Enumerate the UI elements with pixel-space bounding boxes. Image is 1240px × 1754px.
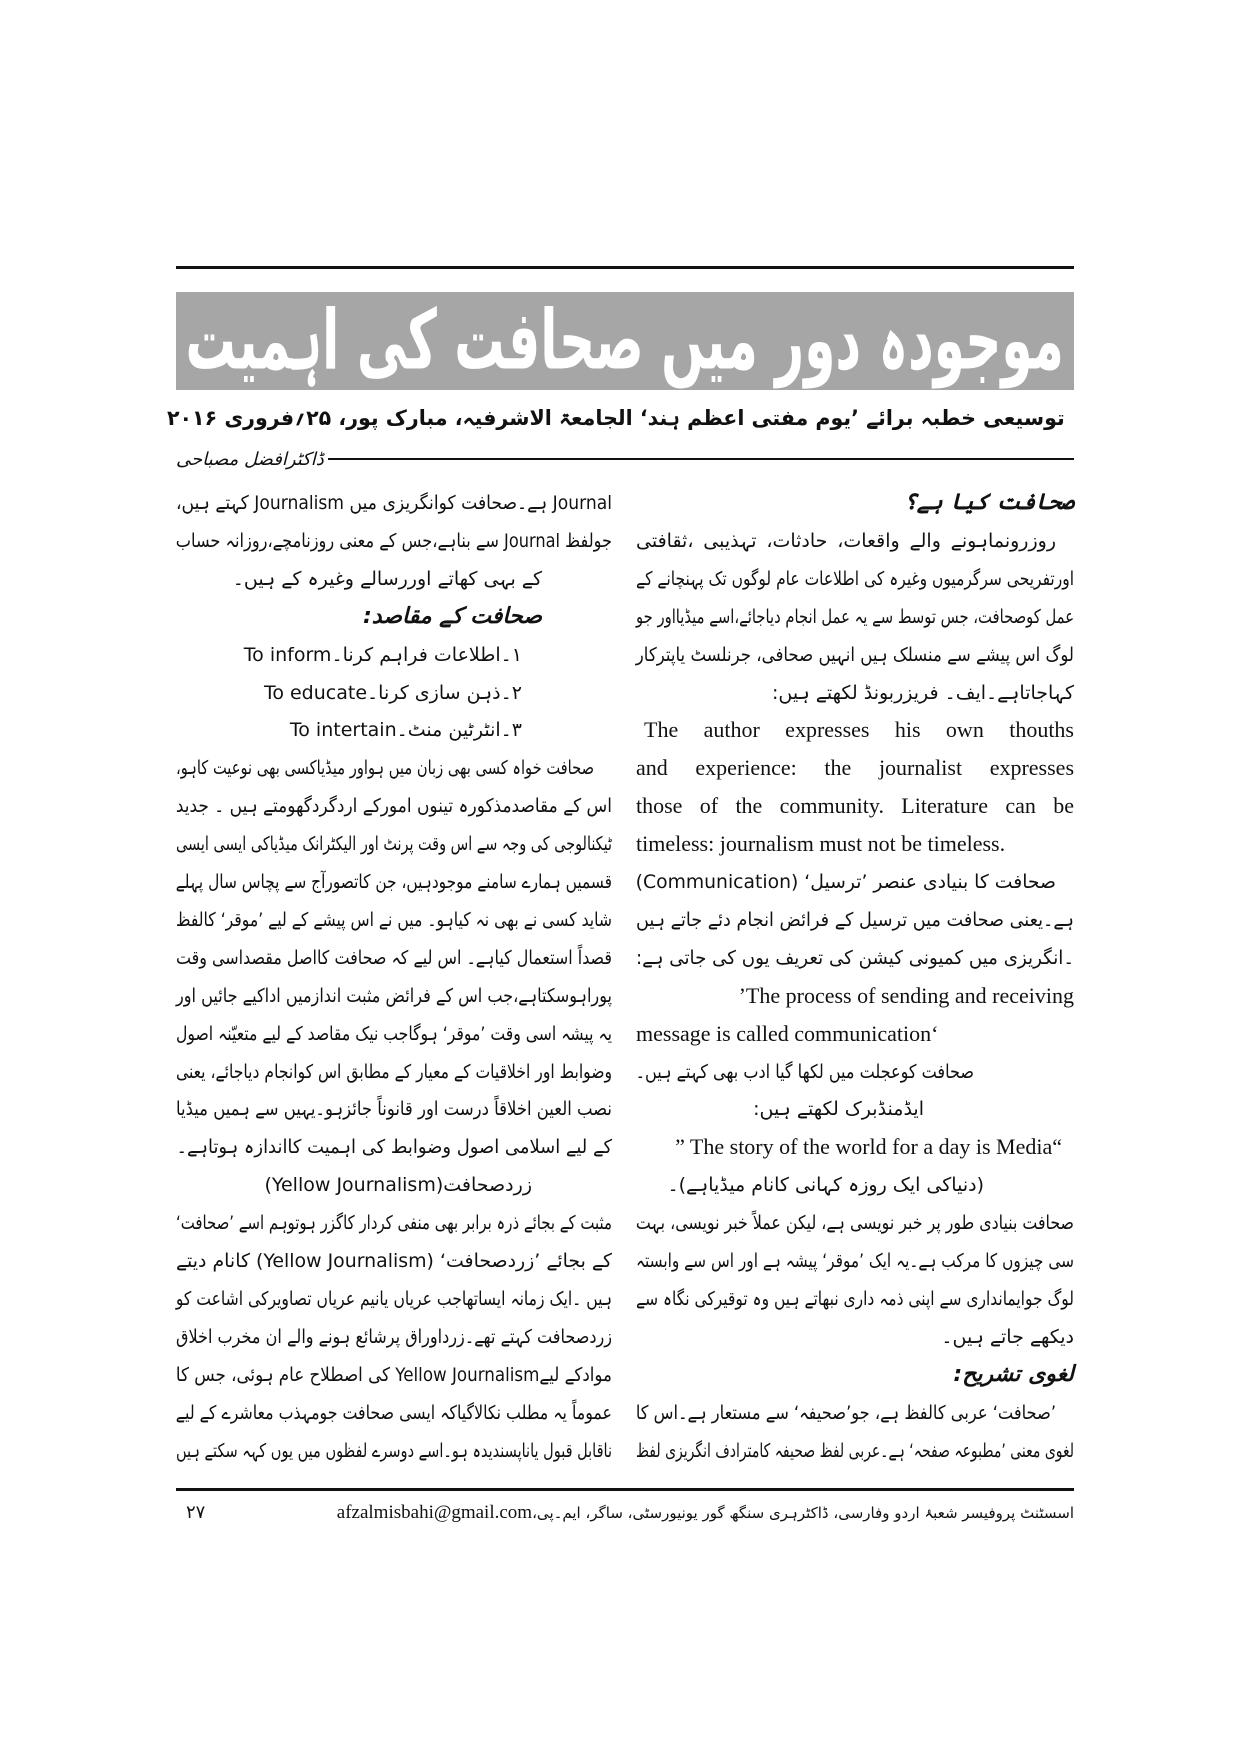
- text-line: اورتفریحی سرگرمیوں وغیرہ کی اطلاعات عام لوگوں تک پہنچانے کے: [636, 567, 1074, 590]
- text-line: ایڈمنڈبرک لکھتے ہیں:: [753, 1098, 924, 1121]
- text-line: لوگ جوایمانداری سے اپنی ذمہ داری نبھاتے ہیں وہ توقیرکی نگاہ سے: [636, 1287, 1074, 1310]
- text-line: زردصحافت کہتے تھے۔زرداوراق پرشائع ہونے والے ان مخرب اخلاق: [176, 1325, 612, 1348]
- text-line: ناقابل قبول یاناپسندیدہ ہو۔اسے دوسرے لفظوں میں یوں کہہ سکتے ہیں: [176, 1439, 612, 1462]
- text-line: کے بجائے ’زردصحافت‘ (Yellow Journalism) کانام دیتے: [175, 1250, 612, 1272]
- author-name: ڈاکٹرافضل مصباحی: [176, 449, 324, 470]
- section-heading: صحافت کے مقاصد:: [362, 603, 542, 629]
- text-line: لغوی معنی ’مطبوعہ صفحہ‘ ہے۔عربی لفظ صحیفہ کامترادف انگریزی لفظ: [636, 1439, 1074, 1462]
- text-line: ۔انگریزی میں کمیونی کیشن کی تعریف یوں کی جاتی ہے:: [636, 946, 1074, 969]
- text-line: دیکھے جاتے ہیں۔: [941, 1325, 1074, 1348]
- page-footer: [176, 1496, 1074, 1530]
- section-heading: صحافت کیا ہے؟: [903, 490, 1074, 515]
- text-line: روزرونماہونے والے واقعات، حادثات، تہذیبی ،ثقافتی: [636, 529, 1056, 552]
- article-subtitle: توسیعی خطبہ برائے ’یوم مفتی اعظم ہند‘ الجامعۃ الاشرفیہ، مبارک پور، ۲۵؍فروری ۲۰۱۶: [166, 406, 1065, 430]
- text-line: جولفظ Journal سے بناہے،جس کے معنی روزنامچے،روزانہ حساب: [175, 529, 612, 552]
- text-line: پوراہوسکتاہے،جب اس کے فرائض مثبت اندازمیں اداکیے جائیں اور: [176, 984, 612, 1007]
- title-banner: [176, 292, 1074, 390]
- section-heading: لغوی تشریح:: [953, 1361, 1074, 1387]
- page-number: ۲۷: [186, 1502, 206, 1523]
- text-line: عموماً یہ مطلب نکالاگیاکہ ایسی صحافت جومہذب معاشرے کے لیے: [175, 1401, 612, 1424]
- affiliation-text: اسسٹنٹ پروفیسر شعبۂ اردو وفارسی، ڈاکٹرہری سنگھ گور یونیورسٹی، ساگر، ایم۔پی،: [532, 1504, 1074, 1522]
- text-line: ’صحافت‘ عربی کالفظ ہے، جو’صحیفہ‘ سے مستعار ہے۔اس کا: [635, 1401, 1056, 1424]
- text-line: مثبت کے بجائے ذرہ برابر بھی منفی کردار کاگزر ہوتوہم اسے ’صحافت‘: [176, 1212, 612, 1235]
- text-line: لوگ اس پیشے سے منسلک ہیں انہیں صحافی، جرنلسٹ یاپترکار: [635, 643, 1074, 666]
- text-line: وضوابط اور اخلاقیات کے معیار کے مطابق اس کوانجام دیاجائے، یعنی: [175, 1060, 612, 1083]
- text-line: ’The process of sending and receiving: [738, 982, 1074, 1008]
- text-line: سی چیزوں کا مرکب ہے۔یہ ایک ’موقر‘ پیشہ ہے اور اس سے وابستہ: [636, 1250, 1074, 1272]
- text-line: اس کے مقاصدمذکورہ تینوں امورکے اردگردگھومتے ہیں ۔ جدید: [175, 795, 612, 818]
- text-line: ” The story of the world for a day is Media“: [675, 1134, 1062, 1160]
- text-line: صحافت کا بنیادی عنصر ’ترسیل‘ (Communication): [635, 871, 1056, 893]
- author-affiliation: [337, 1496, 1074, 1530]
- text-line: صحافت خواہ کسی بھی زبان میں ہواور میڈیاکسی بھی نوعیت کاہو،: [176, 757, 594, 780]
- text-line: message is called communication‘: [636, 1020, 939, 1046]
- text-line: Journal ہے۔صحافت کوانگریزی میں Journalism کہتے ہیں،: [176, 492, 612, 514]
- text-line: The author expresses his own thouths: [644, 717, 1074, 743]
- text-line: کہاجاتاہے۔ایف۔ فریزربونڈ لکھتے ہیں:: [772, 681, 1074, 704]
- text-line: یہ پیشہ اسی وقت ’موقر‘ ہوگاجب نیک مقاصد کے لیے متعیّنہ اصول: [176, 1022, 612, 1045]
- text-line: (دنیاکی ایک روزہ کہانی کانام میڈیاہے)۔: [667, 1174, 984, 1197]
- text-line: موادکے لیےYellow Journalism کی اصطلاح عام ہوئی، جس کا: [175, 1363, 612, 1386]
- text-line: ۳۔انٹرٹین منٹ۔To intertain: [289, 719, 522, 742]
- text-line: ہے۔یعنی صحافت میں ترسیل کے فرائض انجام دئے جاتے ہیں: [635, 908, 1074, 931]
- text-line: کے لیے اسلامی اصول وضوابط کی اہمیت کااندازہ ہوتاہے۔: [176, 1136, 612, 1159]
- text-line: کے بہی کھاتے اوررسالے وغیرہ کے ہیں۔: [232, 567, 542, 590]
- top-rule: [176, 266, 1074, 269]
- author-divider: [328, 458, 1074, 460]
- text-line: ہیں ۔ایک زمانہ ایساتھاجب عریاں یانیم عریاں تصاویرکی اشاعت کو: [175, 1287, 613, 1310]
- text-line: and experience: the journalist expresses: [636, 755, 1074, 781]
- text-line: timeless: journalism must not be timeless.: [636, 831, 1006, 857]
- text-line: those of the community. Literature can be: [636, 793, 1074, 819]
- footer-divider: [176, 1488, 1074, 1491]
- text-line: صحافت کوعجلت میں لکھا گیا ادب بھی کہتے ہیں۔: [635, 1060, 974, 1083]
- text-line: ۱۔اطلاعات فراہم کرنا۔To inform: [243, 643, 522, 666]
- text-line: ۲۔ذہن سازی کرنا۔To educate: [263, 681, 522, 704]
- text-line: نصب العین اخلاقاً درست اور قانوناً جائزہو۔یہیں سے ہمیں میڈیا: [176, 1098, 612, 1121]
- text-line: قصداً استعمال کیاہے۔ اس لیے کہ صحافت کااصل مقصداسی وقت: [176, 946, 612, 969]
- text-line: ٹیکنالوجی کی وجہ سے اس وقت پرنٹ اور الیکٹرانک میڈیاکی ایسی ایسی: [175, 833, 612, 856]
- text-line: عمل کوصحافت، جس توسط سے یہ عمل انجام دیاجائے،اسے میڈیااور جو: [636, 605, 1074, 628]
- article-title: موجودہ دور میں صحافت کی اہمیت: [185, 292, 1065, 389]
- author-row: [176, 442, 1074, 478]
- text-line: زردصحافت(Yellow Journalism): [264, 1174, 532, 1197]
- text-line: قسمیں ہمارے سامنے موجودہیں، جن کاتصورآج سے پچاس سال پہلے: [175, 871, 612, 893]
- text-line: شاید کسی نے بھی نہ کیاہو۔ میں نے اس پیشے کے لیے ’موقر‘ کالفظ: [176, 908, 612, 931]
- author-email: afzalmisbahi@gmail.com: [336, 1502, 533, 1523]
- text-line: صحافت بنیادی طور پر خبر نویسی ہے، لیکن عملاً خبر نویسی، بہت: [635, 1212, 1074, 1235]
